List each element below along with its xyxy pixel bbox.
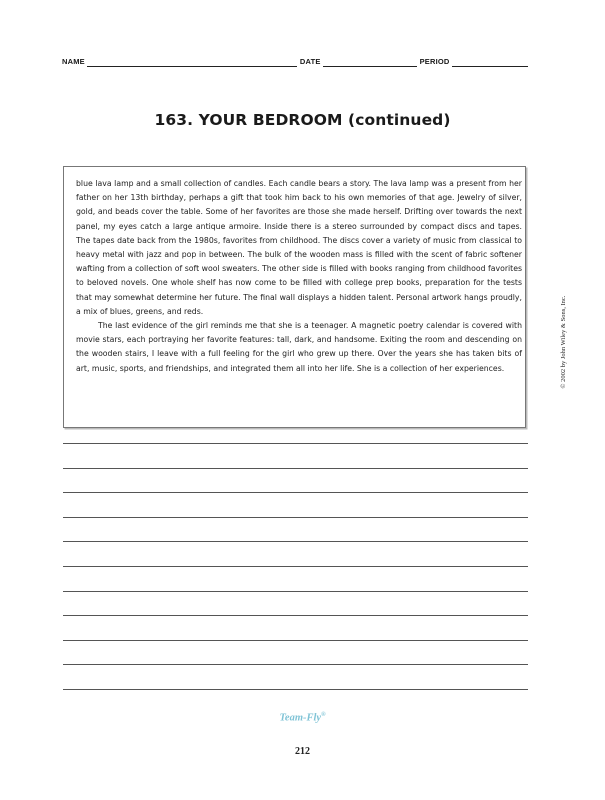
writing-line[interactable] bbox=[63, 689, 528, 690]
name-label: NAME bbox=[62, 57, 85, 66]
writing-line[interactable] bbox=[63, 664, 528, 665]
passage-paragraph: The last evidence of the girl reminds me that she is a teenager. A magnetic poetry calendar is covered with movie stars, each portraying her favorite features: tall, dark, and handsome. Exiting the room and descending on the wooden stairs, I leave with a full feeling for the girl who grew up there. Over the years she has taken bits of art, music, sports, and friendships, and integrated them all into her life. She is a collection of her experiences. bbox=[76, 321, 522, 373]
name-blank-line[interactable] bbox=[87, 58, 297, 67]
watermark-text: Team-Fly bbox=[279, 712, 322, 724]
registered-mark: ® bbox=[321, 712, 326, 718]
writing-line[interactable] bbox=[63, 566, 528, 567]
student-info-header bbox=[62, 55, 528, 67]
writing-line[interactable] bbox=[63, 541, 528, 542]
team-fly-watermark bbox=[0, 712, 605, 724]
writing-line[interactable] bbox=[63, 640, 528, 641]
writing-line[interactable] bbox=[63, 492, 528, 493]
writing-line[interactable] bbox=[63, 468, 528, 469]
writing-line[interactable] bbox=[63, 591, 528, 592]
period-label: PERIOD bbox=[419, 57, 450, 66]
writing-line[interactable] bbox=[63, 615, 528, 616]
date-label: DATE bbox=[299, 57, 321, 66]
writing-line[interactable] bbox=[63, 517, 528, 518]
writing-line[interactable] bbox=[63, 443, 528, 444]
copyright-text: © 2002 by John Wiley & Sons, Inc. bbox=[560, 295, 567, 389]
page-number: 212 bbox=[295, 746, 310, 757]
passage-paragraph: blue lava lamp and a small collection of candles. Each candle bears a story. The lava lamp was a present from her father on her 13th birthday, perhaps a gift that took him back to his own memories of that age. Jewelry of silver, gold, and beads cover the table. Some of her favorites are those she made herself. Drifting over towards the next panel, my eyes catch a large antique armoire. Inside there is a stereo surrounded by compact discs and tapes. The tapes date back from the 1980s, favorites from childhood. The discs cover a variety of music from classical to heavy metal with jazz and pop in between. The bulk of the wooden mass is filled with the scent of fabric softener wafting from a collection of soft wool sweaters. The other side is filled with books ranging from childhood favorites to beloved novels. One whole shelf has now come to be filled with college prep books, preparation for the tests that may somewhat determine her future. The final wall displays a hidden talent. Personal artwork hangs proudly, a mix of blues, greens, and reds. bbox=[76, 179, 522, 316]
passage-text bbox=[76, 177, 522, 376]
page-title: 163. YOUR BEDROOM (continued) bbox=[154, 111, 451, 129]
date-blank-line[interactable] bbox=[323, 58, 417, 67]
answer-writing-lines[interactable] bbox=[63, 443, 528, 714]
period-blank-line[interactable] bbox=[452, 58, 528, 67]
